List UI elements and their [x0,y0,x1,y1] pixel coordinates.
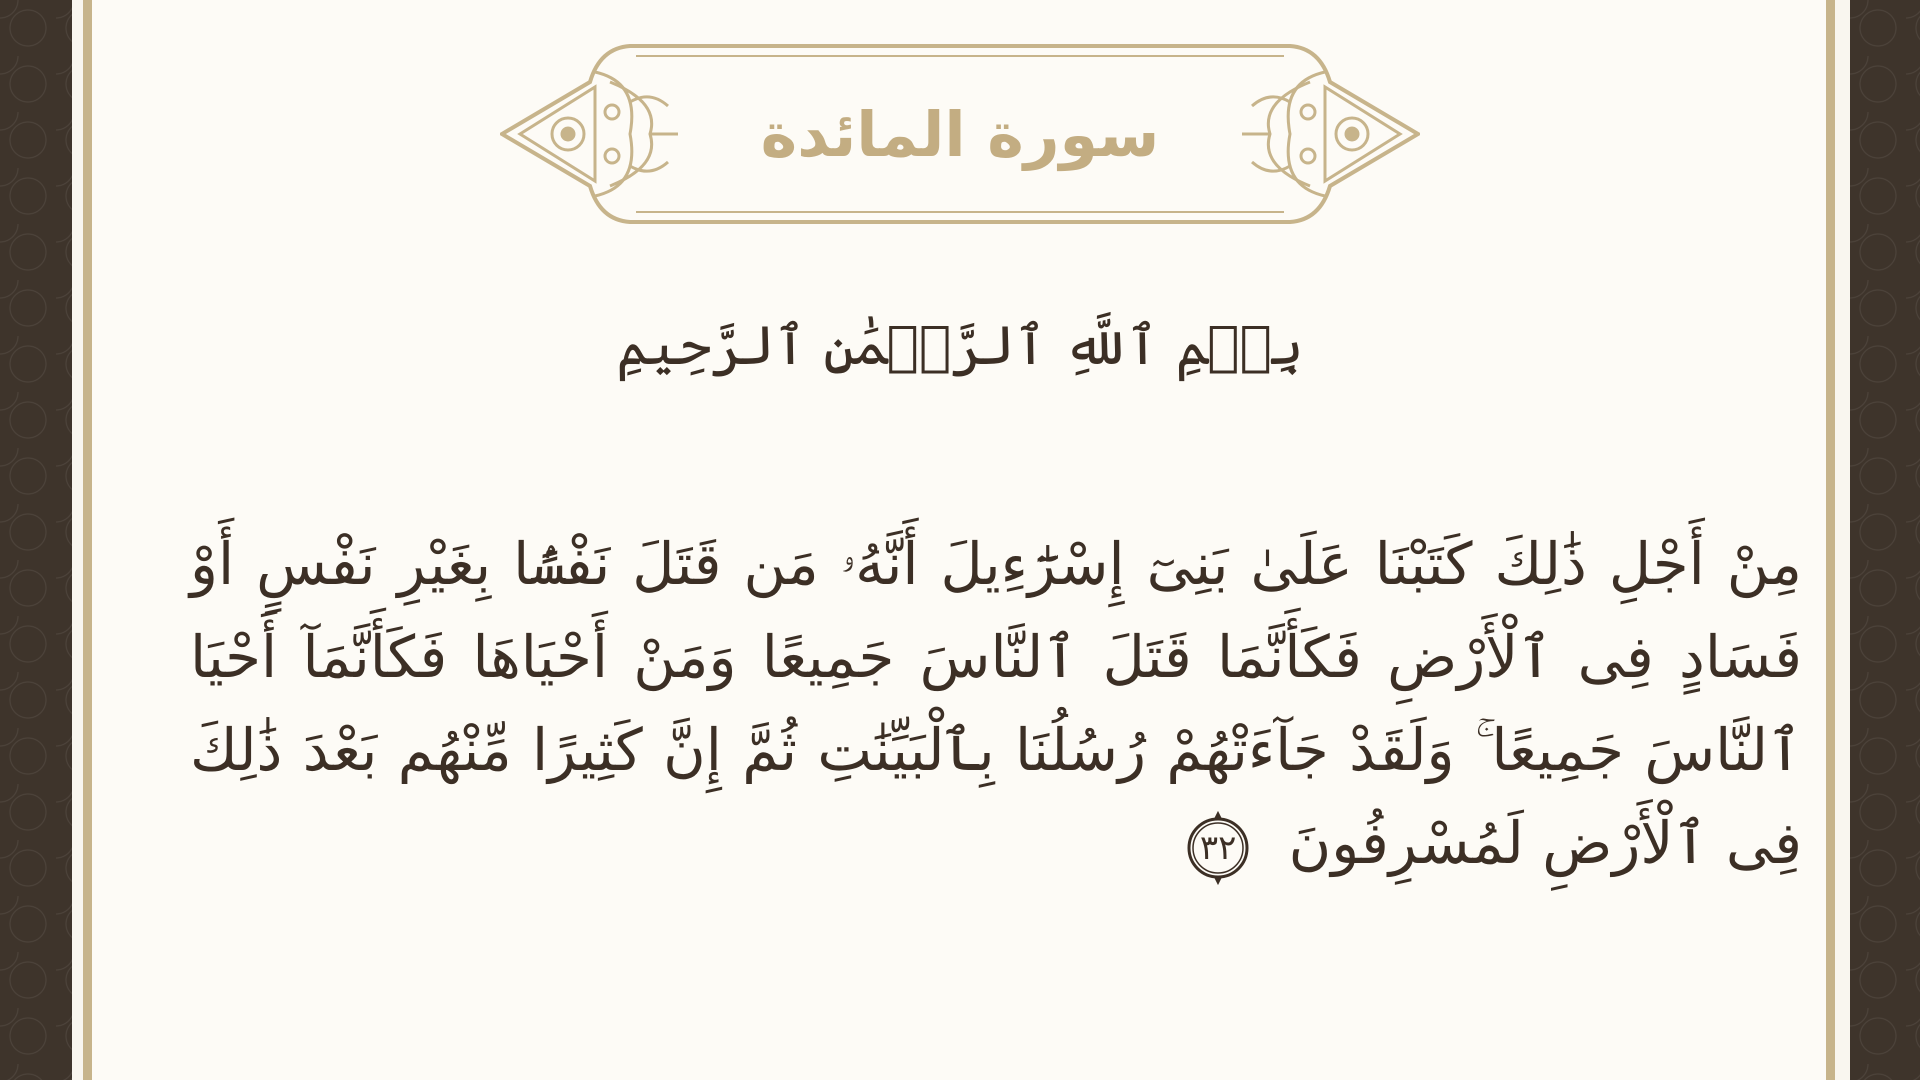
basmala: بِسۡمِ ٱللَّهِ ٱلرَّحۡمَٰنِ ٱلرَّحِيمِ [616,313,1304,377]
surah-title-frame [500,42,1420,226]
decorative-border-right [1850,0,1920,1080]
ayah-number: ٣٢ [1199,827,1237,868]
verse-text-block [190,518,1802,890]
gold-rule-left [83,0,92,1080]
ayah-end-marker [1180,810,1256,886]
surah-title: سورة المائدة [760,97,1160,171]
gold-rule-right [1826,0,1835,1080]
verse-text: مِنْ أَجْلِ ذَٰلِكَ كَتَبْنَا عَلَىٰ بَنِىٓ إِسْرَٰٓءِيلَ أَنَّهُۥ مَن قَتَلَ نَفْسًۢا بِغَيْرِ نَفْسٍ أَوْ فَسَادٍ فِى ٱلْأَرْضِ فَكَأَنَّمَا قَتَلَ ٱلنَّاسَ جَمِيعًا وَمَنْ أَحْيَاهَا فَكَأَنَّمَآ أَحْيَا ٱلنَّاسَ جَمِيعًا ۚ وَلَقَدْ جَآءَتْهُمْ رُسُلُنَا بِٱلْبَيِّنَٰتِ ثُمَّ إِنَّ كَثِيرًا مِّنْهُم بَعْدَ ذَٰلِكَ فِى ٱلْأَرْضِ لَمُسْرِفُونَ [190,530,1802,877]
decorative-border-left [0,0,72,1080]
